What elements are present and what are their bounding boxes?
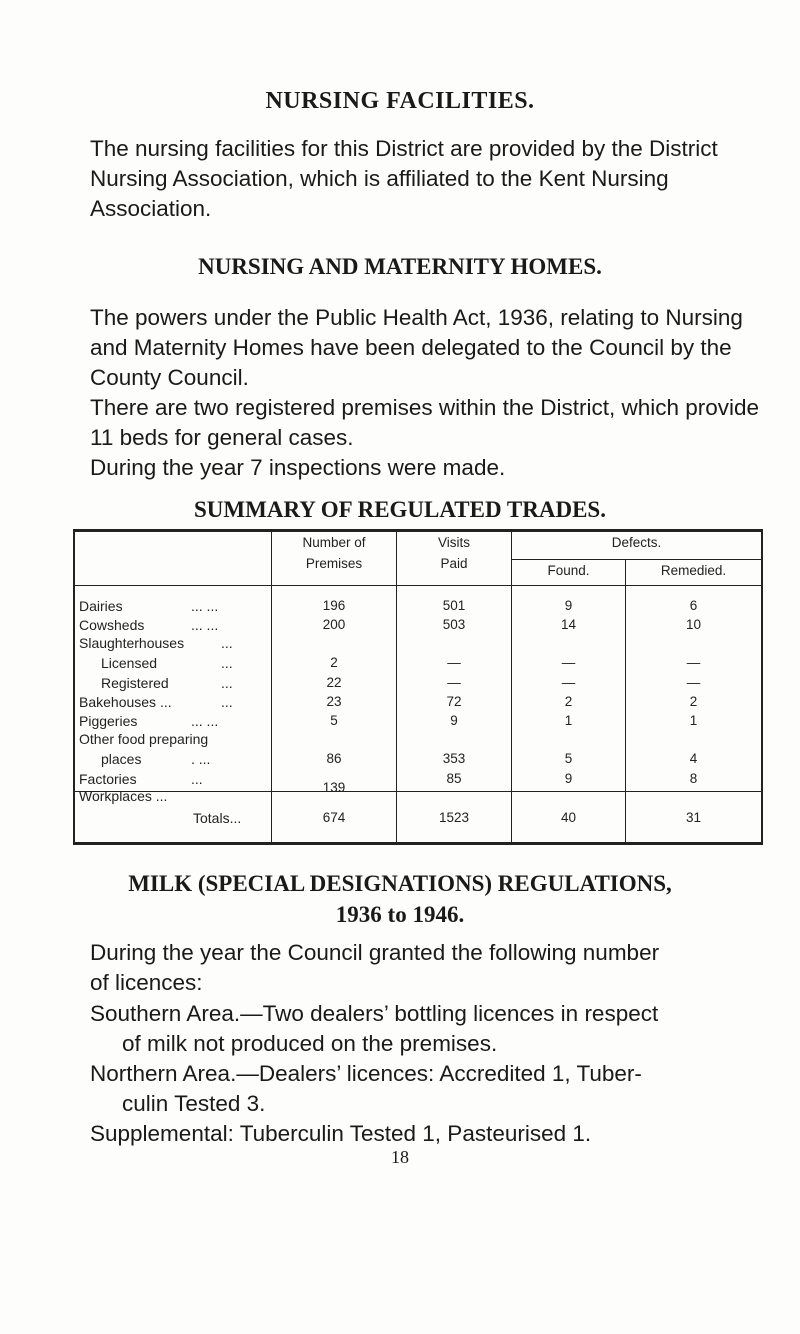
row-dots: ... ...: [191, 617, 219, 633]
cell-premises: 200: [322, 617, 346, 632]
header-defects: Defects.: [611, 535, 662, 550]
milk-regulations-heading: [0, 868, 800, 930]
row-label: Factories: [79, 771, 137, 787]
row-dots: . ...: [191, 751, 211, 767]
row-label: Dairies: [79, 598, 123, 614]
row-label: Piggeries: [79, 713, 138, 729]
table-right-rule: [761, 529, 763, 845]
cell-remedied: 2: [689, 694, 698, 709]
cell-found: 5: [564, 751, 573, 766]
cell-found: 9: [564, 598, 573, 613]
totals-remedied: 31: [685, 810, 702, 825]
header-premises-2: Premises: [305, 556, 363, 571]
cell-found: 2: [564, 694, 573, 709]
cell-premises: 86: [326, 751, 342, 766]
header-visits-1: Visits: [437, 535, 470, 550]
cell-visits: 85: [446, 771, 462, 786]
homes-paragraph-1: The powers under the Public Health Act, 1936, relating to Nursing and Maternity Homes have been delegated to the Council by the County Council.: [90, 305, 743, 390]
row-dots: ...: [221, 694, 233, 710]
row-dots: ...: [191, 771, 203, 787]
milk-line-1: During the year the Council granted the following number: [90, 940, 660, 965]
cell-visits: 503: [442, 617, 466, 632]
cell-visits: 9: [450, 713, 458, 728]
totals-found: 40: [560, 810, 577, 825]
table-top-rule: [73, 529, 763, 532]
cell-found: 1: [564, 713, 573, 728]
cell-found: —: [561, 675, 576, 690]
header-remedied: Remedied.: [660, 563, 727, 578]
cell-premises: 139: [322, 780, 346, 795]
header-premises-1: Number of: [302, 535, 366, 550]
homes-paragraph-3: During the year 7 inspections were made.: [90, 455, 506, 480]
cell-found: —: [561, 655, 576, 670]
cell-visits: 501: [442, 598, 466, 613]
row-label: Bakehouses ...: [79, 694, 172, 710]
totals-label: Totals...: [193, 810, 242, 826]
page-number: 18: [391, 1147, 409, 1167]
cell-visits: 353: [442, 751, 466, 766]
cell-found: 9: [564, 771, 573, 786]
regulated-trades-heading: SUMMARY OF REGULATED TRADES.: [194, 497, 606, 522]
row-dots: ...: [221, 675, 233, 691]
cell-remedied: 4: [689, 751, 698, 766]
milk-line-4: of milk not produced on the premises.: [122, 1031, 498, 1056]
row-label: places: [101, 751, 142, 767]
header-bottom-rule: [73, 585, 763, 586]
milk-line-6: culin Tested 3.: [122, 1091, 266, 1116]
homes-paragraph-2: There are two registered premises within the District, which provide 11 beds for general cases.: [90, 395, 760, 450]
totals-premises: 674: [322, 810, 346, 825]
cell-premises: 2: [330, 655, 338, 670]
cell-remedied: 1: [689, 713, 698, 728]
cell-remedied: —: [686, 655, 701, 670]
regulated-trades-table: [73, 529, 763, 845]
cell-premises: 23: [326, 694, 342, 709]
row-label: Other food preparing: [79, 731, 209, 747]
row-dots: ... ...: [191, 598, 219, 614]
row-dots: ... ...: [191, 713, 219, 729]
cell-visits: —: [447, 655, 461, 670]
cell-remedied: 6: [689, 598, 698, 613]
row-label: Workplaces ...: [79, 788, 168, 804]
milk-line-5: Northern Area.—Dealers’ licences: Accredited 1, Tuber-: [90, 1061, 642, 1086]
defects-subheader-rule: [511, 559, 761, 560]
page-title: NURSING FACILITIES.: [265, 88, 535, 114]
milk-heading-line-1: MILK (SPECIAL DESIGNATIONS) REGULATIONS,: [128, 871, 672, 896]
cell-remedied: —: [686, 675, 701, 690]
row-label: Cowsheds: [79, 617, 145, 633]
cell-remedied: 10: [685, 617, 702, 632]
cell-visits: —: [447, 675, 461, 690]
nursing-homes-heading: NURSING AND MATERNITY HOMES.: [198, 254, 602, 279]
row-label: Licensed: [101, 655, 158, 671]
totals-top-rule: [73, 791, 763, 792]
milk-heading-line-2: 1936 to 1946.: [335, 902, 465, 927]
cell-visits: 72: [446, 694, 462, 709]
totals-visits: 1523: [438, 810, 470, 825]
table-left-rule: [73, 529, 75, 845]
cell-remedied: 8: [689, 771, 698, 786]
cell-premises: 5: [330, 713, 338, 728]
row-dots: ...: [221, 655, 233, 671]
row-label: Slaughterhouses: [79, 635, 185, 651]
header-found: Found.: [547, 563, 590, 578]
cell-premises: 196: [322, 598, 346, 613]
row-label: Registered: [101, 675, 169, 691]
row-dots: ...: [221, 635, 233, 651]
cell-premises: 22: [326, 675, 342, 690]
cell-found: 14: [560, 617, 577, 632]
milk-line-7: Supplemental: Tuberculin Tested 1, Pasteurised 1.: [90, 1121, 592, 1146]
nursing-facilities-paragraph: The nursing facilities for this District are provided by the District Nursing Association, which is affiliated to the Kent Nursing Association.: [90, 136, 718, 221]
table-bottom-rule: [73, 842, 763, 845]
milk-line-3: Southern Area.—Two dealers’ bottling licences in respect: [90, 1001, 659, 1026]
header-visits-2: Paid: [440, 556, 468, 571]
milk-line-2: of licences:: [90, 970, 203, 995]
